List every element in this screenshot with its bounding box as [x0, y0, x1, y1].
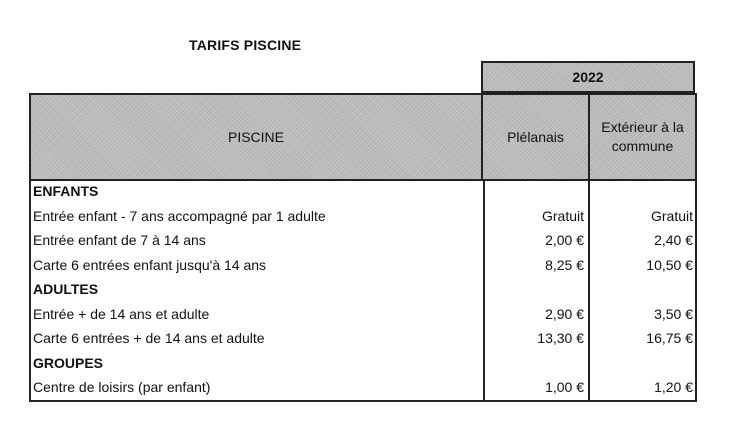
table-row	[31, 253, 695, 278]
table-row	[31, 228, 695, 253]
price-plelanais: 2,00 €	[483, 228, 590, 253]
price-plelanais	[483, 277, 590, 302]
price-plelanais	[483, 179, 590, 204]
price-exterieur: Gratuit	[650, 207, 693, 224]
price-plelanais: 8,25 €	[483, 253, 590, 278]
table-row	[31, 375, 695, 400]
row-label: Entrée enfant - 7 ans accompagné par 1 adulte	[33, 207, 326, 224]
row-label: Carte 6 entrées enfant jusqu'à 14 ans	[33, 256, 267, 273]
price-exterieur: 16,75 €	[646, 330, 693, 347]
table-group-row	[31, 277, 695, 302]
column-header-piscine: PISCINE	[31, 95, 483, 179]
price-plelanais	[483, 351, 590, 376]
table-body	[31, 179, 695, 400]
group-label: GROUPES	[33, 354, 104, 371]
price-plelanais: 1,00 €	[483, 375, 590, 400]
price-exterieur: 1,20 €	[654, 379, 693, 396]
price-exterieur	[590, 351, 695, 376]
year-header: 2022	[481, 61, 695, 93]
table-row	[31, 326, 695, 351]
table-row	[31, 302, 695, 327]
row-label: Entrée + de 14 ans et adulte	[33, 305, 210, 322]
column-header-plelanais: Plélanais	[483, 95, 590, 179]
tariff-table	[29, 93, 697, 402]
table-group-row	[31, 179, 695, 204]
group-label: ADULTES	[33, 281, 99, 298]
price-exterieur	[590, 277, 695, 302]
price-exterieur: 10,50 €	[646, 256, 693, 273]
price-exterieur: 2,40 €	[654, 232, 693, 249]
page-title: TARIFS PISCINE	[189, 37, 302, 53]
row-label: Entrée enfant de 7 à 14 ans	[33, 232, 206, 249]
price-plelanais: 13,30 €	[483, 326, 590, 351]
group-label: ENFANTS	[33, 183, 99, 200]
table-header-row	[31, 95, 695, 181]
row-label: Centre de loisirs (par enfant)	[33, 379, 211, 396]
table-group-row	[31, 351, 695, 376]
price-exterieur: 3,50 €	[654, 305, 693, 322]
price-plelanais: Gratuit	[483, 204, 590, 229]
price-exterieur	[590, 179, 695, 204]
row-label: Carte 6 entrées + de 14 ans et adulte	[33, 330, 265, 347]
price-plelanais: 2,90 €	[483, 302, 590, 327]
column-header-exterieur: Extérieur à la commune	[601, 119, 684, 154]
table-row	[31, 204, 695, 229]
